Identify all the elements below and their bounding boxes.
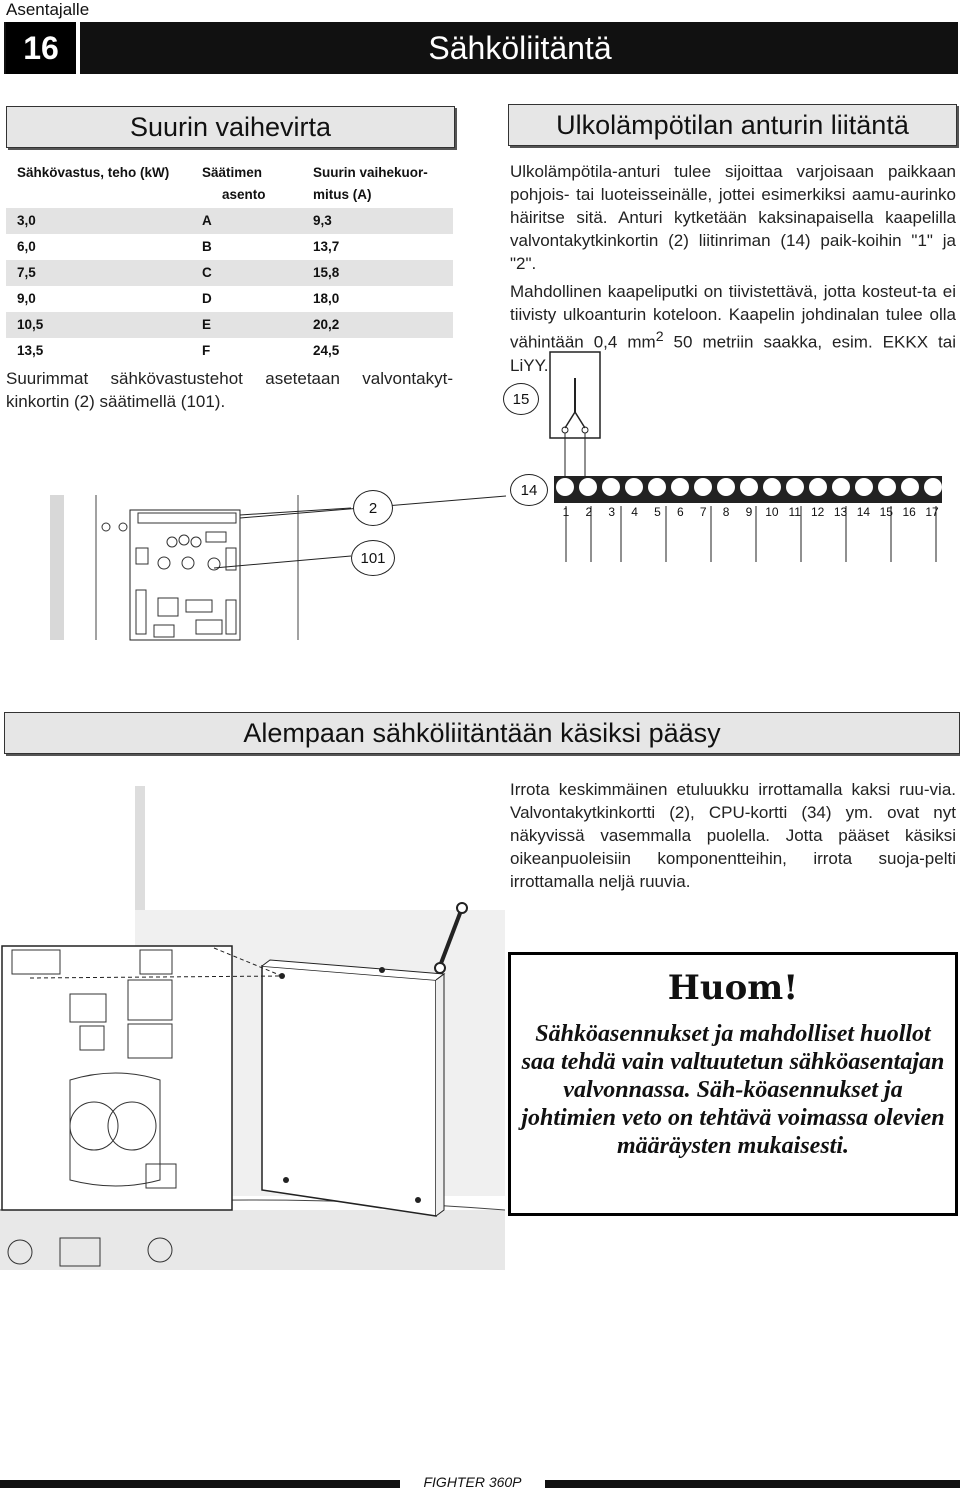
terminal-number: 8 — [722, 505, 730, 519]
outdoor-sensor-paragraph-2-a: Mahdollinen kaapeliputki on tiivistettävä, jotta kosteut-ta ei tiivisty ulkoanturin koteloon. Kaapelin johdinalan tulee olla vähintään 0,4 mm — [510, 282, 956, 352]
terminal-hole — [694, 478, 712, 496]
header-separator — [76, 22, 80, 74]
terminal-strip-label: 14 — [510, 474, 548, 506]
outdoor-sensor-illustration — [548, 350, 604, 480]
table-row — [6, 312, 453, 338]
terminal-hole — [740, 478, 758, 496]
terminal-numbers — [556, 505, 942, 519]
terminal-hole — [855, 478, 873, 496]
table-row — [6, 338, 453, 364]
outdoor-sensor-title: Ulkolämpötilan anturin liitäntä — [556, 109, 909, 140]
table-cell: B — [202, 239, 212, 254]
table-cell: 3,0 — [17, 213, 36, 228]
terminal-hole — [717, 478, 735, 496]
terminal-hole — [901, 478, 919, 496]
terminal-number: 4 — [631, 505, 638, 519]
terminal-hole — [556, 478, 574, 496]
max-phase-current-title: Suurin vaihevirta — [129, 111, 332, 142]
terminal-hole — [878, 478, 896, 496]
table-row — [6, 286, 453, 312]
terminal-hole — [579, 478, 597, 496]
terminal-hole — [809, 478, 827, 496]
access-heading — [4, 712, 960, 754]
notice-title: Huom! — [667, 968, 799, 1008]
column-header-power: Sähkövastus, teho (kW) — [17, 165, 170, 180]
terminal-number: 13 — [833, 505, 848, 519]
section-tag: Asentajalle — [6, 0, 90, 19]
table-cell: 7,5 — [17, 265, 36, 280]
terminal-strip-holes — [556, 478, 942, 498]
terminal-number: 9 — [745, 505, 753, 519]
terminal-hole — [763, 478, 781, 496]
terminal-number: 15 — [879, 505, 893, 519]
terminal-number: 16 — [902, 505, 916, 519]
table-cell: 13,7 — [313, 239, 340, 254]
terminal-hole — [602, 478, 620, 496]
table-cell: 20,2 — [313, 317, 340, 332]
table-cell: 24,5 — [313, 343, 340, 358]
table-cell: 9,3 — [313, 213, 332, 228]
table-cell: 18,0 — [313, 291, 340, 306]
table-cell: F — [202, 343, 211, 358]
footer-bar-right — [545, 1480, 960, 1488]
access-title: Alempaan sähköliitäntään käsiksi pääsy — [243, 717, 721, 748]
table-cell: D — [202, 291, 212, 306]
table-row — [6, 234, 453, 260]
terminal-hole — [832, 478, 850, 496]
notice-text: Sähköasennukset ja mahdolliset huollot saa tehdä vain valtuutetun sähköasentajan valvonnassa. Säh-köasennukset ja johtimien veto on tehtävä voimassa olevien määräysten mukaisesti. — [521, 1021, 945, 1159]
knob-label: 101 — [351, 540, 395, 576]
terminal-number: 2 — [585, 505, 593, 519]
superscript-2: 2 — [655, 329, 664, 345]
terminal-hole — [625, 478, 643, 496]
terminal-hole — [648, 478, 666, 496]
table-cell: 9,0 — [17, 291, 36, 306]
terminal-number: 7 — [699, 505, 707, 519]
page-number: 16 — [6, 22, 76, 74]
table-cell: 13,5 — [17, 343, 44, 358]
terminal-number: 5 — [654, 505, 661, 519]
terminal-number: 10 — [765, 505, 779, 519]
table-row — [6, 208, 453, 234]
terminal-hole — [924, 478, 942, 496]
outdoor-sensor-paragraph-1: Ulkolämpötila-anturi tulee sijoittaa varjoisaan paikkaan pohjois- tai luoteisseinälle, jottei esimerkiksi aamu-aurinko häiritse sitä. Anturi kytketään kaksinapaisella kaapelilla valvontakytkinkortin (2) liitinriman (14) paik-koihin "1" ja "2". — [510, 162, 956, 273]
column-header-current-line1: Suurin vaihekuor- — [313, 165, 428, 180]
table-cell: C — [202, 265, 212, 280]
max-phase-current-heading — [6, 106, 455, 148]
terminal-number: 1 — [562, 505, 570, 519]
board-label: 2 — [353, 490, 393, 526]
max-phase-current-note-line2: kinkortin (2) säätimellä (101). — [6, 392, 226, 411]
table-cell: A — [202, 213, 212, 228]
terminal-number: 3 — [608, 505, 616, 519]
column-header-position-line2: asento — [222, 187, 266, 202]
outdoor-sensor-heading — [508, 104, 957, 146]
table-row — [6, 260, 453, 286]
access-paragraph: Irrota keskimmäinen etuluukku irrottamalla kaksi ruu-via. Valvontakytkinkortti (2), CPU-kortti (34) ym. ovat nyt näkyvissä vasemmalla puolella. Jotta pääset käsiksi oikeanpuoleisiin komponentteihin, irrota suoja-pelti irrottamalla neljä ruuvia. — [510, 780, 956, 891]
terminal-number: 11 — [788, 505, 801, 519]
table-cell: 15,8 — [313, 265, 340, 280]
terminal-hole — [786, 478, 804, 496]
table-cell: 6,0 — [17, 239, 36, 254]
terminal-hole — [671, 478, 689, 496]
max-phase-current-note-line1: Suurimmat sähkövastustehot asetetaan valvontakyt- — [6, 369, 453, 388]
sensor-label: 15 — [503, 383, 539, 415]
table-cell: 10,5 — [17, 317, 44, 332]
terminal-number: 12 — [810, 505, 825, 519]
column-header-current-line2: mitus (A) — [313, 187, 372, 202]
footer-model: FIGHTER 360P — [423, 1474, 522, 1490]
unit-illustration — [0, 780, 505, 1270]
table-cell: E — [202, 317, 212, 332]
outdoor-sensor-paragraph-2-b: 50 metriin saakka, esim. EKKX tai LiYY. — [510, 332, 956, 375]
terminal-number: 6 — [677, 505, 684, 519]
footer-bar-left — [0, 1480, 400, 1488]
terminal-number: 14 — [856, 505, 871, 519]
column-header-position-line1: Säätimen — [202, 165, 263, 180]
page-title: Sähköliitäntä — [428, 29, 612, 66]
column-header-position — [202, 162, 266, 206]
terminal-number: 17 — [925, 505, 939, 519]
column-header-current — [313, 162, 428, 206]
